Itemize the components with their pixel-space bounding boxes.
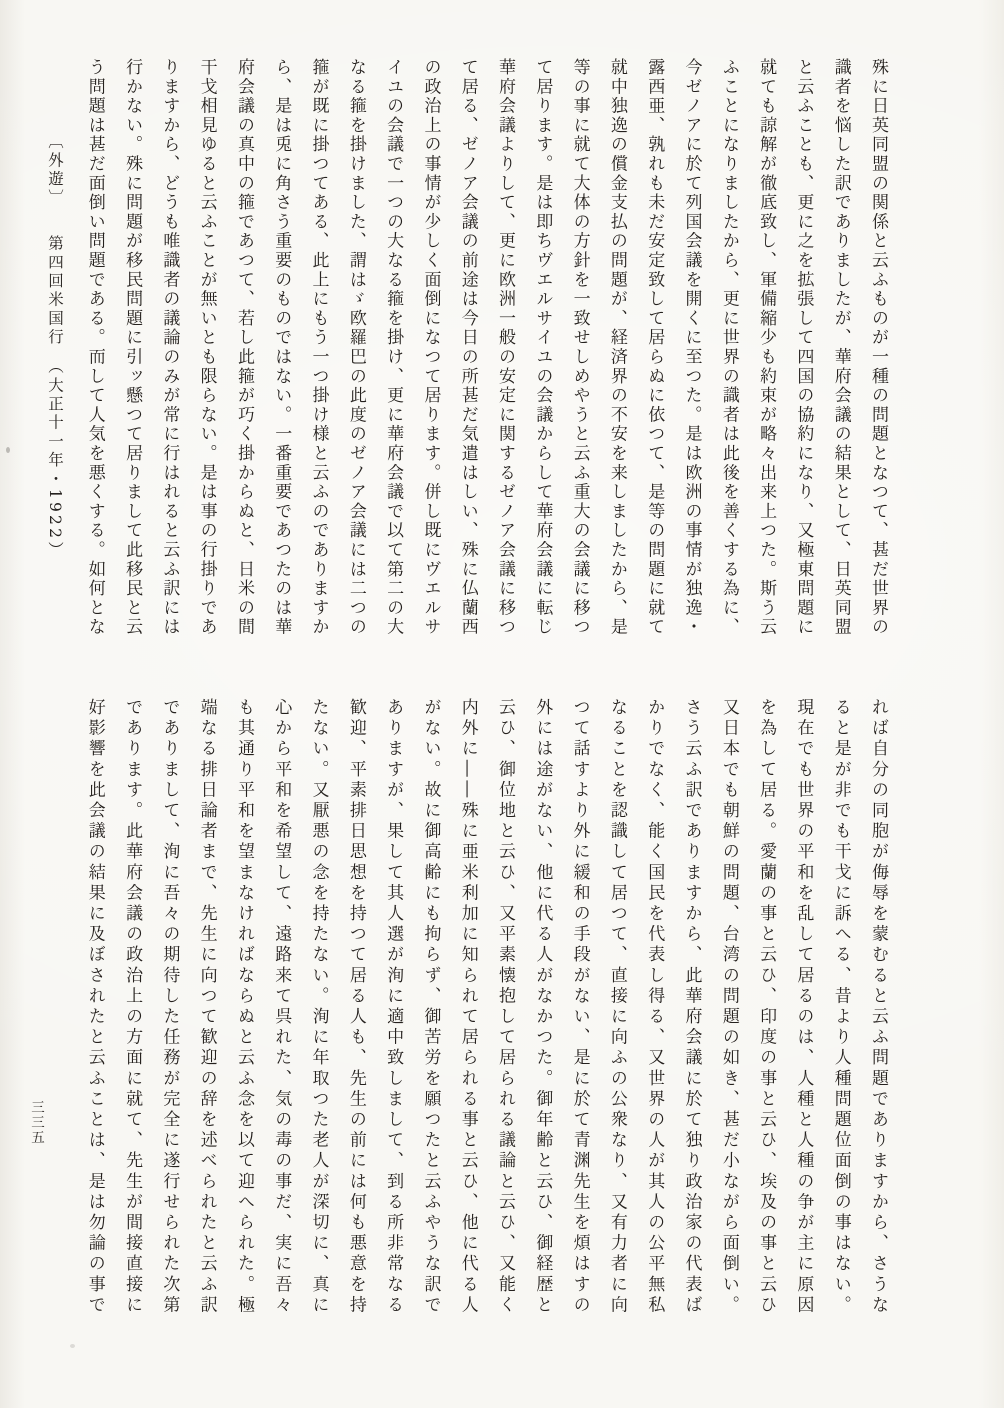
text-column: 行かない。殊に問題が移民問題に引ッ懸つて居りまして此移民と云 (122, 58, 143, 637)
text-column: 心から平和を希望して、遠路来て呉れた、気の毒の事だ、実に吾々 (271, 698, 292, 1316)
text-column: ふことになりましたから、更に世界の識者は此後を善くする為に、 (718, 58, 739, 637)
text-column: 識者を悩した訳でありましたが、華府会議の結果として、日英同盟 (830, 58, 851, 637)
chapter-date: （大正十一年・1922） (46, 358, 64, 560)
text-column: て居る、ゼノア会議の前途は今日の所甚だ気遣はしい、殊に仏蘭西 (457, 58, 478, 637)
text-column: 華府会議よりして、更に欧洲一般の安定に関するゼノア会議に移つ (495, 58, 516, 637)
scan-speck (70, 1344, 75, 1348)
text-column: 今ゼノアに於て列国会議を開くに至つた。是は欧洲の事情が独逸・ (681, 58, 702, 637)
text-column: なることを認識して居つて、直接に向ふの公衆なり、又有力者に向 (606, 698, 627, 1316)
text-column: ると是が非でも干戈に訴へる、昔より人種問題位面倒の事はない。 (830, 698, 851, 1316)
text-column: て居ります。是は即ちヴエルサイユの会議からして華府会議に転じ (532, 58, 553, 637)
text-column: ら、是は兎に角さう重要のものではない。一番重要であつたのは華 (271, 58, 292, 637)
text-column: 歓迎、平素排日思想を持つて居る人も、先生の前には何も悪意を持 (345, 698, 366, 1316)
text-column: なる箍を掛けました、謂はゞ欧羅巴の此度のゼノア会議には二つの (345, 58, 366, 637)
text-column: う問題は甚だ面倒い問題である。而して人気を悪くする。如何とな (84, 58, 105, 637)
text-column: 端なる排日論者まで、先生に向つて歓迎の辞を述べられたと云ふ訳 (196, 698, 217, 1316)
text-column: つて話すより外に緩和の手段がない、是に於て青渊先生を煩はすの (569, 698, 590, 1316)
text-column: 箍が既に掛つてある、此上にもう一つ掛け様と云ふのでありますか (308, 58, 329, 637)
bottom-text-block (75, 698, 896, 1326)
text-column: 現在でも世界の平和を乱して居るのは、人種と人種の争が主に原因 (793, 698, 814, 1316)
text-column: でありまして、洵に吾々の期待した任務が完全に遂行せられた次第 (159, 698, 180, 1316)
text-column: 殊に日英同盟の関係と云ふものが一種の問題となつて、甚だ世界の (868, 58, 888, 637)
text-column: 又日本でも朝鮮の問題、台湾の問題の如き、甚だ小ながら面倒い。 (718, 698, 739, 1316)
text-column: かりでなく、能く国民を代表し得る、又世界の人が其人の公平無私 (644, 698, 665, 1316)
scan-speck (6, 447, 10, 453)
text-column: も其通り平和を望まなければならぬと云ふ念を以て迎へられた。極 (233, 698, 254, 1316)
text-column: 露西亜、孰れも未だ安定致して居らぬに依つて、是等の問題に就て (644, 58, 665, 637)
text-column: 就ても諒解が徹底致し、軍備縮少も約束が略々出来上つた。斯う云 (756, 58, 777, 637)
text-column: と云ふことも、更に之を拡張して四国の協約になり、又極東問題に (793, 58, 814, 637)
text-column: であります。此華府会議の政治上の方面に就て、先生が間接直接に (122, 698, 143, 1316)
text-column: がない。故に御高齢にも拘らず、御苦労を願つたと云ふやうな訳で (420, 698, 441, 1316)
top-text-block (75, 58, 896, 650)
text-column: たない。又厭悪の念を持たない。洵に年取つた老人が深切に、真に (308, 698, 329, 1316)
text-column: 内外に――殊に亜米利加に知られて居られる事と云ひ、他に代る人 (457, 698, 478, 1316)
text-column: 就中独逸の償金支払の問題が、経済界の不安を来しましたから、是 (606, 58, 627, 637)
text-column: 府会議の真中の箍であつて、若し此箍が巧く掛からぬと、日米の間 (233, 58, 254, 637)
text-column: を為して居る。愛蘭の事と云ひ、印度の事と云ひ、埃及の事と云ひ (756, 698, 777, 1316)
chapter-title: 第四回米国行 (46, 234, 64, 348)
text-column: 干戈相見ゆると云ふことが無いとも限らない。是は事の行掛りであ (196, 58, 217, 637)
text-column: イユの会議で一つの大なる箍を掛け、更に華府会議で以て第二の大 (383, 58, 404, 637)
text-column: さう云ふ訳でありますから、此華府会議に於て独り政治家の代表ば (681, 698, 702, 1316)
text-column: れば自分の同胞が侮辱を蒙むると云ふ問題でありますから、さうな (868, 698, 888, 1316)
text-column: の政治上の事情が少しく面倒になつて居ります。併し既にヴエルサ (420, 58, 441, 637)
text-column: 好影響を此会議の結果に及ぼされたと云ふことは、是は勿論の事で (84, 698, 105, 1316)
text-column: 等の事に就て大体の方針を一致せしめやうと云ふ重大の会議に移つ (569, 58, 590, 637)
text-column: ありますが、果して其人選が洵に適中致しまして、到る所非常なる (383, 698, 404, 1316)
section-label: 〔外遊〕 (46, 133, 64, 208)
text-column: 云ひ、御位地と云ひ、又平素懐抱して居られる議論と云ひ、又能く (495, 698, 516, 1316)
page-number: 三三五 (28, 1100, 44, 1145)
text-column: りますから、どうも唯識者の議論のみが常に行はれると云ふ訳には (159, 58, 180, 637)
text-column: 外には途がない、他に代る人がなかつた。御年齢と云ひ、御経歴と (532, 698, 553, 1316)
running-header (40, 133, 66, 560)
